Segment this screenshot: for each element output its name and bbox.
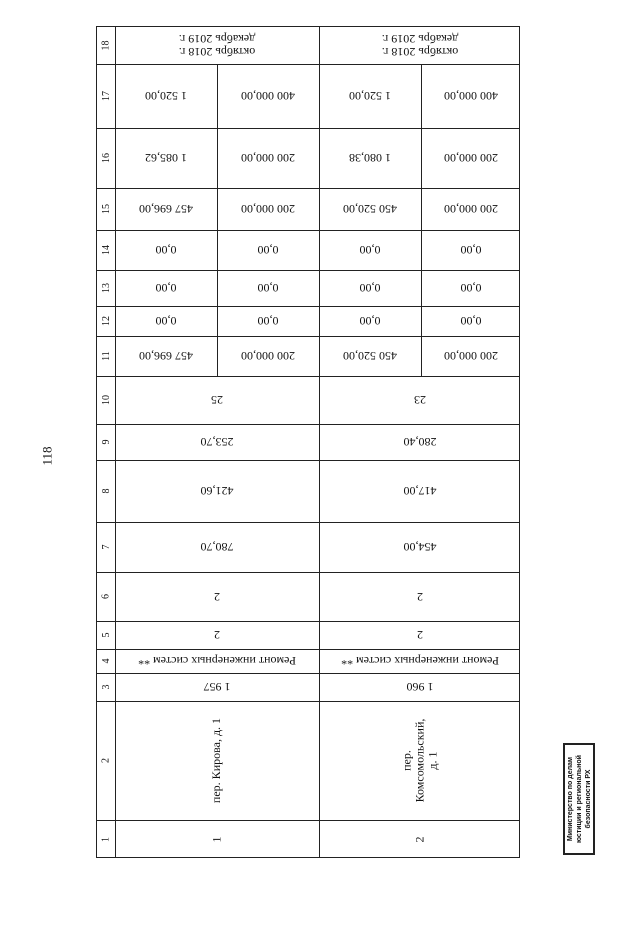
col-header-17: 17: [100, 91, 112, 101]
row1-c16-a: 1 085,62: [145, 151, 187, 166]
row1-c5: 2: [214, 628, 220, 643]
col-header-9: 9: [100, 439, 112, 445]
col-header-4: 4: [100, 658, 112, 664]
col-header-8: 8: [100, 488, 112, 494]
ministry-stamp: Министерство по делам юстиции и региональной безопасности РХ: [563, 743, 595, 855]
row2-c14-a: 0,00: [359, 243, 381, 258]
row1-address: пер. Кирова, д. 1: [209, 717, 224, 804]
row2-period: октябрь 2018 г. декабрь 2019 г.: [381, 32, 459, 60]
row2-c15-a: 450 520,00: [343, 202, 397, 217]
row1-c14-b: 0,00: [257, 243, 279, 258]
row1-c17-b: 400 000,00: [241, 89, 295, 104]
row2-c6: 2: [417, 590, 423, 604]
row1-c12-b: 0,00: [257, 314, 279, 329]
row1-c16-b: 200 000,00: [241, 151, 295, 166]
row2-c16-b: 200 000,00: [444, 151, 498, 166]
row1-c11-b: 200 000,00: [241, 349, 295, 364]
table: [96, 26, 520, 858]
row2-c12-b: 0,00: [460, 314, 482, 329]
col-header-10: 10: [100, 395, 112, 405]
row2-year: 1 960: [406, 680, 434, 695]
col-header-2: 2: [100, 758, 112, 763]
row1-year: 1 957: [203, 680, 231, 695]
row1-c15-a: 457 696,00: [139, 202, 193, 217]
row1-c9: 253,70: [200, 435, 234, 450]
row2-c17-a: 1 520,00: [349, 89, 391, 104]
col-header-1: 1: [100, 837, 112, 842]
row1-work: Ремонт инженерных систем **: [138, 654, 296, 669]
page-number: 118: [39, 446, 55, 466]
row2-c11-b: 200 000,00: [444, 349, 498, 364]
row2-c11-a: 450 520,00: [343, 349, 397, 364]
row1-c6: 2: [214, 590, 220, 604]
col-header-6: 6: [100, 594, 112, 599]
col-header-11: 11: [100, 351, 112, 361]
row2-c7: 454,00: [403, 540, 437, 555]
row2-c12-a: 0,00: [359, 314, 381, 329]
row2-c5: 2: [417, 628, 423, 643]
row1-c10: 25: [211, 393, 223, 408]
row2-c17-b: 400 000,00: [444, 89, 498, 104]
row2-c15-b: 200 000,00: [444, 202, 498, 217]
row2-c14-b: 0,00: [460, 243, 482, 258]
row1-period: октябрь 2018 г. декабрь 2019 г.: [178, 32, 256, 60]
col-header-16: 16: [100, 153, 112, 163]
row1-c12-a: 0,00: [155, 314, 177, 329]
row2-work: Ремонт инженерных систем **: [341, 654, 499, 669]
row1-no: 1: [209, 836, 224, 843]
row2-c16-a: 1 080,38: [349, 151, 391, 166]
row2-no: 2: [412, 836, 427, 843]
row1-c8: 421,60: [200, 484, 234, 499]
row2-address: пер. Комсомольский, д. 1: [399, 718, 440, 803]
col-header-12: 12: [100, 316, 112, 326]
row2-c8: 417,00: [403, 484, 437, 499]
col-header-18: 18: [100, 40, 112, 51]
col-header-15: 15: [100, 204, 112, 214]
col-header-3: 3: [100, 684, 112, 690]
row2-c9: 280,40: [403, 435, 437, 450]
col-header-5: 5: [100, 632, 112, 638]
col-header-14: 14: [100, 245, 112, 255]
row1-c14-a: 0,00: [155, 243, 177, 258]
row1-c15-b: 200 000,00: [241, 202, 295, 217]
row1-c13-b: 0,00: [257, 281, 279, 296]
row1-c13-a: 0,00: [155, 281, 177, 296]
row1-c7: 780,70: [200, 540, 234, 555]
row1-c17-a: 1 520,00: [145, 89, 187, 104]
row2-c13-b: 0,00: [460, 281, 482, 296]
row2-c13-a: 0,00: [359, 281, 381, 296]
col-header-13: 13: [100, 283, 112, 293]
row1-c11-a: 457 696,00: [139, 349, 193, 364]
col-header-7: 7: [100, 544, 112, 550]
row2-c10: 23: [414, 393, 426, 408]
